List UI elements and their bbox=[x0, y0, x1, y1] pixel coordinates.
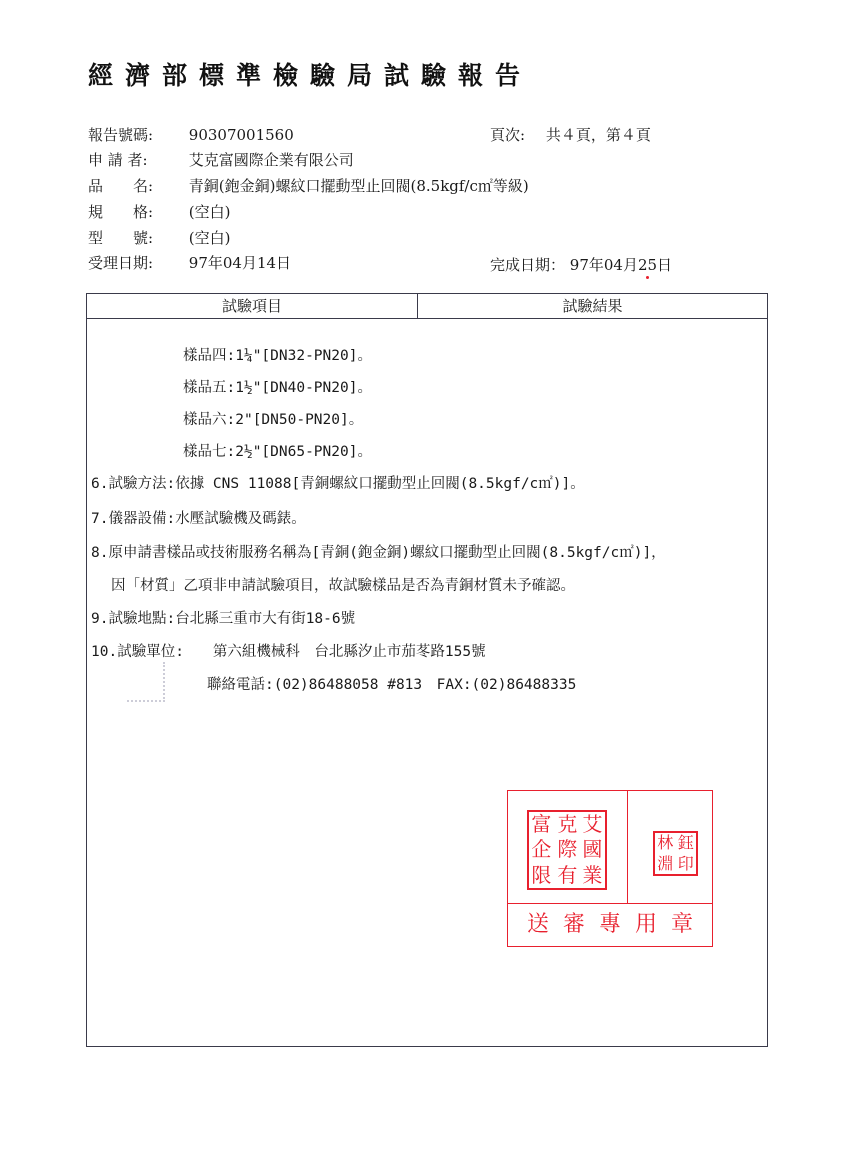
model bbox=[88, 227, 231, 248]
sample-line: 樣品五:1½"[DN40-PN20]。 bbox=[183, 380, 372, 396]
item-equipment: 7.儀器設備:水壓試驗機及碼錶。 bbox=[91, 511, 306, 527]
stamp-caption: 送審專用章 bbox=[526, 912, 707, 937]
product-name-value: 青銅(鉋金銅)螺紋口擺動型止回閥(8.5kgf/c㎡等級) bbox=[188, 177, 529, 195]
seal-char: 國 bbox=[582, 837, 603, 862]
report-number-label: 報告號碼: bbox=[88, 126, 154, 144]
page-value: 共４頁，第４頁 bbox=[545, 126, 651, 144]
seal-char: 克 bbox=[557, 812, 577, 836]
received-date-label: 受理日期: bbox=[88, 254, 154, 272]
product-name-label: 品 名: bbox=[88, 177, 154, 195]
document-title: 經濟部標準檢驗局試驗報告 bbox=[88, 61, 533, 90]
sample-line: 樣品四:1¼"[DN32-PN20]。 bbox=[183, 348, 372, 364]
seal-char: 林 bbox=[657, 833, 674, 852]
faint-stamp-mark bbox=[127, 662, 165, 702]
seal-char: 淵 bbox=[657, 853, 674, 873]
header-test-item: 試驗項目 bbox=[87, 294, 418, 318]
spec-label: 規 格: bbox=[88, 203, 154, 221]
spec bbox=[88, 201, 231, 222]
seal-char: 企 bbox=[531, 837, 552, 862]
seal-char: 富 bbox=[531, 812, 552, 836]
item-test-location: 9.試驗地點:台北縣三重市大有街18-6號 bbox=[91, 611, 356, 627]
seal-char: 際 bbox=[557, 837, 577, 862]
seal-char: 限 bbox=[531, 862, 552, 887]
model-label: 型 號: bbox=[88, 229, 154, 247]
report-number bbox=[88, 124, 294, 145]
completed-date-label: 完成日期： bbox=[490, 256, 566, 274]
page-label: 頁次: bbox=[490, 126, 526, 144]
received-date-value: 97年04月14日 bbox=[188, 254, 292, 272]
seal-char: 印 bbox=[677, 853, 694, 873]
item-test-unit: 10.試驗單位: 第六組機械科 台北縣汐止市茄苳路155號 bbox=[91, 644, 486, 660]
model-value: (空白) bbox=[188, 229, 231, 247]
ink-speck bbox=[646, 276, 649, 279]
page-info bbox=[490, 124, 651, 145]
company-seal bbox=[527, 810, 607, 890]
product-name bbox=[88, 175, 529, 196]
item-contact: 聯絡電話:(02)86488058 #813 FAX:(02)86488335 bbox=[91, 677, 577, 693]
sample-line: 樣品六:2"[DN50-PN20]。 bbox=[183, 412, 364, 428]
applicant-label: 申 請 者: bbox=[88, 151, 148, 169]
report-number-value: 90307001560 bbox=[188, 126, 294, 144]
table-header bbox=[87, 294, 767, 319]
applicant-value: 艾克富國際企業有限公司 bbox=[188, 151, 354, 169]
review-stamp bbox=[507, 790, 713, 947]
completed-date bbox=[490, 254, 672, 275]
item-note-line2: 因「材質」乙項非申請試驗項目，故試驗樣品是否為青銅材質未予確認。 bbox=[111, 578, 575, 594]
personal-seal bbox=[653, 831, 698, 876]
seal-char: 有 bbox=[557, 862, 577, 887]
stamp-divider bbox=[627, 791, 628, 903]
stamp-seal-area bbox=[508, 791, 712, 904]
seal-char: 業 bbox=[582, 862, 603, 887]
applicant bbox=[88, 149, 354, 170]
header-test-result: 試驗結果 bbox=[562, 297, 623, 315]
sample-line: 樣品七:2½"[DN65-PN20]。 bbox=[183, 444, 372, 460]
item-note-line1: 8.原申請書樣品或技術服務名稱為[青銅(鉋金銅)螺紋口擺動型止回閥(8.5kgf/c㎡)]， bbox=[91, 545, 666, 561]
spec-value: (空白) bbox=[188, 203, 231, 221]
received-date bbox=[88, 252, 291, 273]
item-test-method: 6.試驗方法:依據 CNS 11088[青銅螺紋口擺動型止回閥(8.5kgf/c㎡)]。 bbox=[91, 476, 585, 492]
completed-date-value: 97年04月25日 bbox=[569, 256, 673, 274]
seal-char: 鈺 bbox=[677, 833, 694, 852]
seal-char: 艾 bbox=[582, 812, 603, 836]
